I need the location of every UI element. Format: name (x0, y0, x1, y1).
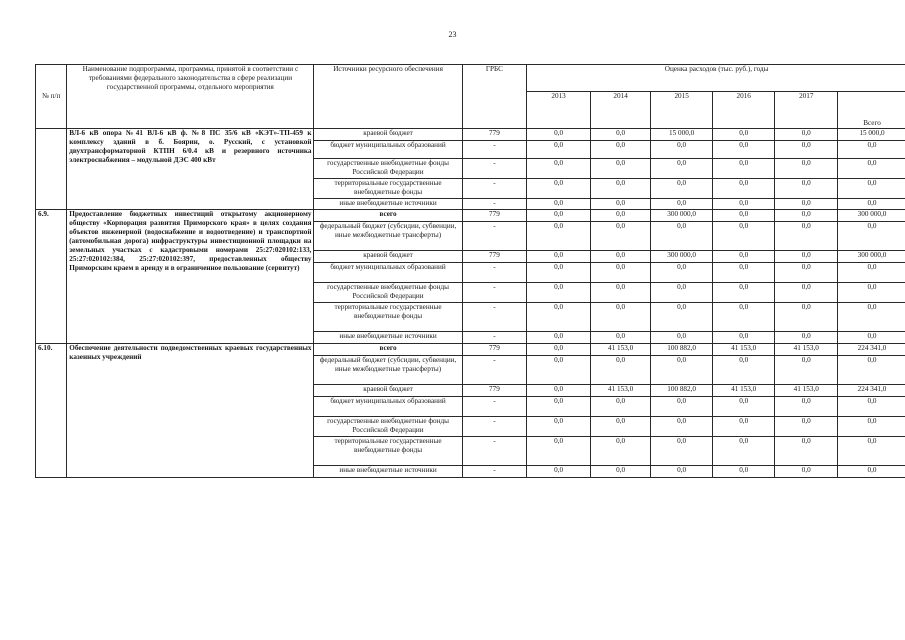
year-value: 0,0 (712, 210, 775, 222)
year-value: 0,0 (527, 141, 591, 159)
grbs-code: - (462, 417, 527, 437)
year-value: 0,0 (775, 437, 838, 466)
year-value: 0,0 (590, 210, 650, 222)
table-row (36, 210, 905, 222)
year-value: 0,0 (590, 263, 650, 283)
funding-source: федеральный бюджет (субсидии, субвенции, иные межбюджетные трансферты) (314, 222, 462, 251)
funding-source: всего (314, 344, 462, 356)
year-value: 0,0 (775, 179, 838, 199)
program-cost-table (35, 64, 905, 478)
total-value: 0,0 (838, 263, 905, 283)
year-value: 0,0 (590, 437, 650, 466)
year-value: 100 882,0 (651, 385, 713, 397)
year-value: 15 000,0 (651, 129, 713, 141)
funding-source: краевой бюджет (314, 251, 462, 263)
funding-source: бюджет муниципальных образований (314, 141, 462, 159)
grbs-code: - (462, 283, 527, 303)
item-number: 6.9. (36, 210, 67, 344)
header-year: 2014 (590, 92, 650, 129)
year-value: 0,0 (527, 129, 591, 141)
total-value: 15 000,0 (838, 129, 905, 141)
funding-source: краевой бюджет (314, 385, 462, 397)
year-value: 0,0 (712, 222, 775, 251)
year-value: 0,0 (590, 466, 650, 478)
grbs-code: - (462, 303, 527, 332)
year-value: 0,0 (527, 159, 591, 179)
funding-source: иные внебюджетные источники (314, 199, 462, 210)
funding-source: иные внебюджетные источники (314, 466, 462, 478)
year-value: 0,0 (527, 179, 591, 199)
funding-source: краевой бюджет (314, 129, 462, 141)
year-value: 0,0 (590, 222, 650, 251)
year-value: 0,0 (775, 129, 838, 141)
grbs-code: - (462, 332, 527, 344)
year-value: 0,0 (651, 222, 713, 251)
funding-source: всего (314, 210, 462, 222)
year-value: 0,0 (775, 356, 838, 385)
year-value: 0,0 (527, 199, 591, 210)
year-value: 0,0 (775, 283, 838, 303)
header-total: Всего (838, 92, 905, 129)
total-value: 0,0 (838, 141, 905, 159)
grbs-code: - (462, 199, 527, 210)
header-year: 2016 (712, 92, 775, 129)
year-value: 0,0 (651, 263, 713, 283)
grbs-code: 779 (462, 385, 527, 397)
year-value: 41 153,0 (712, 344, 775, 356)
year-value: 0,0 (527, 437, 591, 466)
year-value: 0,0 (590, 417, 650, 437)
year-value: 0,0 (527, 356, 591, 385)
funding-source: федеральный бюджет (субсидии, субвенции, иные межбюджетные трансферты) (314, 356, 462, 385)
year-value: 0,0 (651, 159, 713, 179)
total-value: 0,0 (838, 222, 905, 251)
year-value: 0,0 (590, 129, 650, 141)
total-value: 0,0 (838, 397, 905, 417)
year-value: 0,0 (590, 283, 650, 303)
year-value: 0,0 (712, 283, 775, 303)
year-value: 0,0 (590, 179, 650, 199)
funding-source: бюджет муниципальных образований (314, 263, 462, 283)
year-value: 0,0 (712, 199, 775, 210)
year-value: 0,0 (651, 466, 713, 478)
year-value: 0,0 (590, 397, 650, 417)
grbs-code: - (462, 397, 527, 417)
year-value: 0,0 (527, 466, 591, 478)
funding-source: бюджет муниципальных образований (314, 397, 462, 417)
year-value: 0,0 (775, 417, 838, 437)
year-value: 0,0 (527, 332, 591, 344)
item-name: ВЛ-6 кВ опора №41 ВЛ-6 кВ ф. №8 ПС 35/6 кВ «КЭТ»-ТП-459 к комплексу зданий в б. Боярин, о. Русский, с установкой двухтрансформаторной КТПН 6/0.4 кВ и резервного источника электроснабжения – модульной ДЭС 400 кВт (67, 129, 314, 210)
year-value: 0,0 (775, 466, 838, 478)
table-row (36, 129, 905, 141)
grbs-code: - (462, 263, 527, 283)
year-value: 0,0 (527, 222, 591, 251)
year-value: 300 000,0 (651, 251, 713, 263)
total-value: 0,0 (838, 417, 905, 437)
total-value: 0,0 (838, 332, 905, 344)
year-value: 0,0 (712, 356, 775, 385)
year-value: 0,0 (775, 263, 838, 283)
year-value: 0,0 (527, 397, 591, 417)
year-value: 0,0 (590, 199, 650, 210)
year-value: 0,0 (775, 141, 838, 159)
header-year: 2017 (775, 92, 838, 129)
header-no: № п/п (36, 65, 67, 129)
header-row (36, 65, 905, 92)
year-value: 0,0 (712, 303, 775, 332)
year-value: 300 000,0 (651, 210, 713, 222)
grbs-code: - (462, 179, 527, 199)
year-value: 0,0 (527, 251, 591, 263)
year-value: 41 153,0 (775, 344, 838, 356)
year-value: 41 153,0 (712, 385, 775, 397)
year-value: 0,0 (527, 344, 591, 356)
item-name: Обеспечение деятельности подведомственных краевых государственных казенных учреждений (67, 344, 314, 478)
total-value: 224 341,0 (838, 344, 905, 356)
year-value: 0,0 (527, 263, 591, 283)
table-row (36, 344, 905, 356)
year-value: 0,0 (712, 397, 775, 417)
year-value: 0,0 (590, 356, 650, 385)
item-number: 6.10. (36, 344, 67, 478)
year-value: 0,0 (651, 199, 713, 210)
year-value: 100 882,0 (651, 344, 713, 356)
year-value: 0,0 (712, 437, 775, 466)
year-value: 0,0 (775, 251, 838, 263)
year-value: 0,0 (651, 417, 713, 437)
grbs-code: - (462, 159, 527, 179)
item-number (36, 129, 67, 210)
year-value: 41 153,0 (775, 385, 838, 397)
total-value: 0,0 (838, 466, 905, 478)
total-value: 300 000,0 (838, 210, 905, 222)
total-value: 0,0 (838, 179, 905, 199)
year-value: 0,0 (775, 199, 838, 210)
grbs-code: 779 (462, 210, 527, 222)
grbs-code: - (462, 466, 527, 478)
year-value: 0,0 (590, 332, 650, 344)
total-value: 0,0 (838, 356, 905, 385)
grbs-code: - (462, 356, 527, 385)
item-name: Предоставление бюджетных инвестиций открытому акционерному обществу «Корпорация развития Приморского края» в целях создания объектов инженерной (водоснабжение и водоотведение) и транспортной (автомобильная дорога) инфраструктуры инвестиционной площадки на земельных участках с кадастровыми номерами 25:27:020102:133, 25:27:020102:384, 25:27:020102:397, предоставленных обществу Приморским краем в аренду и в ограниченное пользование (сервитут) (67, 210, 314, 344)
year-value: 0,0 (775, 303, 838, 332)
year-value: 0,0 (712, 179, 775, 199)
funding-source: государственные внебюджетные фонды Российской Федерации (314, 159, 462, 179)
year-value: 0,0 (590, 251, 650, 263)
grbs-code: 779 (462, 344, 527, 356)
page-number: 23 (448, 30, 457, 39)
year-value: 0,0 (651, 283, 713, 303)
year-value: 0,0 (651, 437, 713, 466)
year-value: 0,0 (775, 210, 838, 222)
year-value: 0,0 (651, 141, 713, 159)
total-value: 0,0 (838, 303, 905, 332)
funding-source: иные внебюджетные источники (314, 332, 462, 344)
table-body (36, 65, 905, 478)
total-value: 224 341,0 (838, 385, 905, 397)
year-value: 0,0 (712, 251, 775, 263)
year-value: 0,0 (712, 332, 775, 344)
funding-source: государственные внебюджетные фонды Российской Федерации (314, 283, 462, 303)
grbs-code: 779 (462, 251, 527, 263)
total-value: 0,0 (838, 437, 905, 466)
header-sources: Источники ресурсного обеспечения (314, 65, 462, 129)
year-value: 0,0 (590, 303, 650, 332)
year-value: 0,0 (712, 263, 775, 283)
year-value: 0,0 (712, 417, 775, 437)
year-value: 0,0 (527, 303, 591, 332)
year-value: 0,0 (527, 385, 591, 397)
funding-source: территориальные государственные внебюджетные фонды (314, 303, 462, 332)
header-grbs: ГРБС (462, 65, 527, 129)
year-value: 0,0 (775, 397, 838, 417)
year-value: 0,0 (712, 129, 775, 141)
year-value: 0,0 (775, 222, 838, 251)
year-value: 0,0 (651, 356, 713, 385)
year-value: 0,0 (712, 141, 775, 159)
funding-source: территориальные государственные внебюджетные фонды (314, 179, 462, 199)
total-value: 0,0 (838, 199, 905, 210)
header-year: 2013 (527, 92, 591, 129)
year-value: 0,0 (590, 141, 650, 159)
funding-source: государственные внебюджетные фонды Российской Федерации (314, 417, 462, 437)
year-value: 0,0 (775, 332, 838, 344)
year-value: 0,0 (775, 159, 838, 179)
header-costs: Оценка расходов (тыс. руб.), годы (527, 65, 905, 92)
year-value: 0,0 (712, 466, 775, 478)
year-value: 41 153,0 (590, 385, 650, 397)
grbs-code: 779 (462, 129, 527, 141)
total-value: 0,0 (838, 283, 905, 303)
year-value: 0,0 (712, 159, 775, 179)
grbs-code: - (462, 222, 527, 251)
year-value: 0,0 (651, 397, 713, 417)
total-value: 300 000,0 (838, 251, 905, 263)
year-value: 0,0 (527, 417, 591, 437)
year-value: 0,0 (651, 179, 713, 199)
year-value: 0,0 (651, 332, 713, 344)
year-value: 41 153,0 (590, 344, 650, 356)
grbs-code: - (462, 437, 527, 466)
header-year: 2015 (651, 92, 713, 129)
year-value: 0,0 (527, 210, 591, 222)
year-value: 0,0 (527, 283, 591, 303)
funding-source: территориальные государственные внебюджетные фонды (314, 437, 462, 466)
year-value: 0,0 (651, 303, 713, 332)
grbs-code: - (462, 141, 527, 159)
total-value: 0,0 (838, 159, 905, 179)
header-name: Наименование подпрограммы, программы, принятой в соответствии с требованиями федерального законодательства в сфере реализации государственной программы, отдельного мероприятия (67, 65, 314, 129)
year-value: 0,0 (590, 159, 650, 179)
